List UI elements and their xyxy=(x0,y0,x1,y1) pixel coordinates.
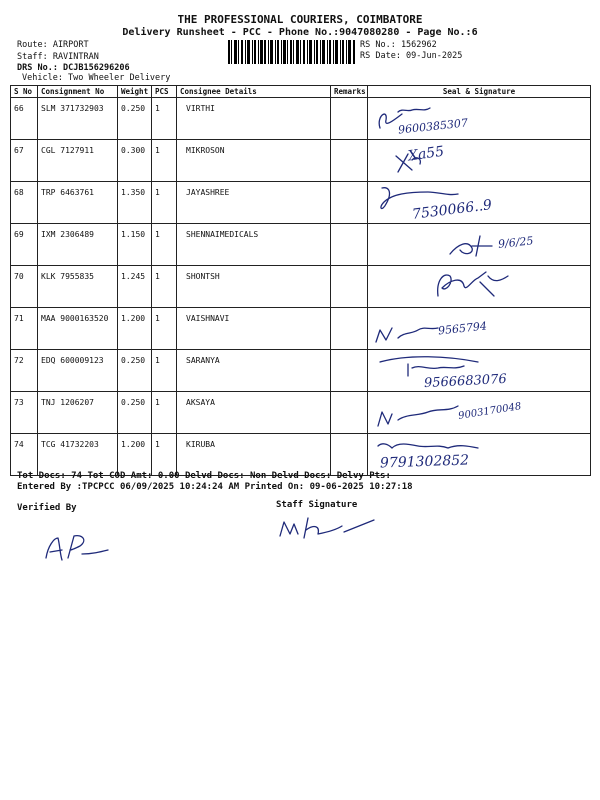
cell-sno: 74 xyxy=(11,434,38,476)
cell-seal-signature xyxy=(368,266,591,308)
cell-consignee: AKSAYA xyxy=(177,392,331,434)
cell-weight: 0.250 xyxy=(118,350,152,392)
col-header-consignment: Consignment No xyxy=(38,86,118,98)
cell-remarks xyxy=(331,224,368,266)
cell-consignee: SARANYA xyxy=(177,350,331,392)
cell-remarks xyxy=(331,350,368,392)
cell-consignee: JAYASHREE xyxy=(177,182,331,224)
cell-seal-signature xyxy=(368,98,591,140)
cell-remarks xyxy=(331,308,368,350)
signature-mark: Xa55 xyxy=(407,143,446,165)
signature-phone: 9791302852 xyxy=(379,452,470,472)
cell-consignee: VAISHNAVI xyxy=(177,308,331,350)
table-row xyxy=(11,140,591,182)
cell-seal-signature xyxy=(368,434,591,476)
cell-consignment: MAA 9000163520 xyxy=(38,308,118,350)
cell-pcs: 1 xyxy=(152,434,177,476)
cell-weight: 0.250 xyxy=(118,392,152,434)
cell-consignment: TNJ 1206207 xyxy=(38,392,118,434)
table-row xyxy=(11,350,591,392)
cell-weight: 1.350 xyxy=(118,182,152,224)
handwritten-signature xyxy=(368,266,568,306)
cell-remarks xyxy=(331,392,368,434)
verified-by-label: Verified By xyxy=(17,503,77,513)
signature-phone: 9565794 xyxy=(437,319,488,338)
cell-consignment: TCG 41732203 xyxy=(38,434,118,476)
cell-sno: 69 xyxy=(11,224,38,266)
signature-phone: 9003170048 xyxy=(457,401,523,422)
runsheet-subtitle: Delivery Runsheet - PCC - Phone No.:9047080280 - Page No.:6 xyxy=(122,27,478,38)
cell-weight: 1.200 xyxy=(118,434,152,476)
cell-weight: 1.150 xyxy=(118,224,152,266)
cell-consignment: CGL 7127911 xyxy=(38,140,118,182)
cell-consignment: KLK 7955835 xyxy=(38,266,118,308)
cell-sno: 68 xyxy=(11,182,38,224)
drs-number: DRS No.: DCJB156296206 xyxy=(17,63,130,73)
table-row xyxy=(11,224,591,266)
cell-consignee: MIKROSON xyxy=(177,140,331,182)
col-header-pcs: PCS xyxy=(152,86,177,98)
table-header-row xyxy=(11,86,591,98)
cell-remarks xyxy=(331,182,368,224)
cell-seal-signature xyxy=(368,308,591,350)
rs-date: RS Date: 09-Jun-2025 xyxy=(360,51,463,61)
col-header-sno: S No xyxy=(11,86,38,98)
handwritten-signature xyxy=(368,140,568,180)
cell-pcs: 1 xyxy=(152,392,177,434)
cell-weight: 0.300 xyxy=(118,140,152,182)
signature-date: 9/6/25 xyxy=(497,234,534,251)
col-header-seal-signature: Seal & Signature xyxy=(368,86,591,98)
col-header-weight: Weight xyxy=(118,86,152,98)
cell-pcs: 1 xyxy=(152,98,177,140)
col-header-consignee: Consignee Details xyxy=(177,86,331,98)
cell-remarks xyxy=(331,140,368,182)
verified-by-signature xyxy=(38,528,128,568)
entered-printed-line: Entered By :TPCPCC 06/09/2025 10:24:24 AM Printed On: 09-06-2025 10:27:18 xyxy=(17,482,413,492)
rs-number: RS No.: 1562962 xyxy=(360,40,437,50)
cell-sno: 70 xyxy=(11,266,38,308)
handwritten-signature xyxy=(368,224,588,264)
signature-phone: 9566683076 xyxy=(423,371,508,392)
vehicle-label: Vehicle: Two Wheeler Delivery xyxy=(22,73,171,83)
company-title: THE PROFESSIONAL COURIERS, COIMBATORE xyxy=(177,13,423,26)
cell-remarks xyxy=(331,98,368,140)
cell-seal-signature xyxy=(368,350,591,392)
cell-seal-signature xyxy=(368,182,591,224)
runsheet-table xyxy=(10,85,591,476)
cell-pcs: 1 xyxy=(152,140,177,182)
cell-weight: 1.200 xyxy=(118,308,152,350)
cell-sno: 67 xyxy=(11,140,38,182)
cell-consignment: SLM 371732903 xyxy=(38,98,118,140)
cell-pcs: 1 xyxy=(152,308,177,350)
barcode xyxy=(228,40,356,64)
table-row xyxy=(11,98,591,140)
table-row xyxy=(11,266,591,308)
cell-consignee: SHENNAIMEDICALS xyxy=(177,224,331,266)
cell-seal-signature xyxy=(368,140,591,182)
staff-signature-label: Staff Signature xyxy=(276,500,358,510)
cell-sno: 72 xyxy=(11,350,38,392)
cell-consignment: TRP 6463761 xyxy=(38,182,118,224)
cell-remarks xyxy=(331,434,368,476)
cell-consignee: KIRUBA xyxy=(177,434,331,476)
signature-phone: 7530066..9 xyxy=(411,197,493,223)
cell-pcs: 1 xyxy=(152,266,177,308)
table-row xyxy=(11,434,591,476)
cell-seal-signature xyxy=(368,392,591,434)
cell-consignee: SHONTSH xyxy=(177,266,331,308)
table-row xyxy=(11,182,591,224)
cell-pcs: 1 xyxy=(152,224,177,266)
cell-seal-signature xyxy=(368,224,591,266)
cell-sno: 73 xyxy=(11,392,38,434)
signature-phone: 9600385307 xyxy=(397,116,469,137)
col-header-remarks: Remarks xyxy=(331,86,368,98)
cell-consignee: VIRTHI xyxy=(177,98,331,140)
table-row xyxy=(11,392,591,434)
cell-sno: 71 xyxy=(11,308,38,350)
totals-line: Tot Docs: 74 Tot COD Amt: 0.00 Delvd Docs: Non Delvd Docs: Delvy Pts: xyxy=(17,471,391,481)
cell-sno: 66 xyxy=(11,98,38,140)
cell-pcs: 1 xyxy=(152,350,177,392)
cell-consignment: IXM 2306489 xyxy=(38,224,118,266)
cell-pcs: 1 xyxy=(152,182,177,224)
cell-consignment: EDQ 600009123 xyxy=(38,350,118,392)
staff-signature xyxy=(274,512,384,542)
staff-label: Staff: RAVINTRAN xyxy=(17,52,99,62)
route-label: Route: AIRPORT xyxy=(17,40,89,50)
cell-weight: 1.245 xyxy=(118,266,152,308)
cell-remarks xyxy=(331,266,368,308)
table-row xyxy=(11,308,591,350)
cell-weight: 0.250 xyxy=(118,98,152,140)
